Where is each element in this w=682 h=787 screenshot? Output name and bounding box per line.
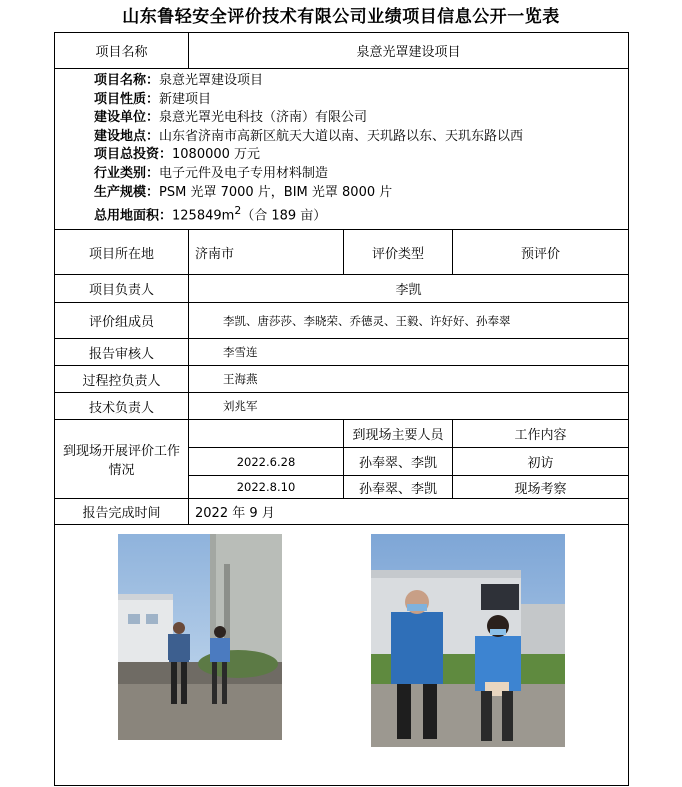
members-value: 李凯、唐莎莎、李晓荣、乔德灵、王毅、许好好、孙奉翠 <box>189 303 629 339</box>
completion-value: 2022 年 9 月 <box>189 499 629 525</box>
detail-line <box>94 184 628 203</box>
detail-key: 总用地面积： <box>94 208 173 224</box>
detail-key: 项目名称： <box>94 73 160 88</box>
location-value: 济南市 <box>189 230 344 275</box>
completion-label: 报告完成时间 <box>55 499 189 525</box>
members-label: 评价组成员 <box>55 303 189 339</box>
detail-value: 山东省济南市高新区航天大道以南、天玑路以东、天玑东路以西 <box>159 128 524 144</box>
detail-tail: （合 189 亩） <box>241 208 327 224</box>
site-header-blank <box>189 420 344 448</box>
detail-line <box>94 109 628 128</box>
leader-value: 李凯 <box>189 275 629 303</box>
page-title: 山东鲁轻安全评价技术有限公司业绩项目信息公开一览表 <box>122 7 560 27</box>
detail-line <box>94 72 628 91</box>
detail-key: 建设地点： <box>94 128 160 144</box>
site-row-content: 现场考察 <box>453 476 629 499</box>
site-work-label: 到现场开展评价工作情况 <box>55 420 189 499</box>
site-row-date: 2022.6.28 <box>189 448 344 476</box>
photo-cell <box>55 525 629 786</box>
tech-label: 技术负责人 <box>55 393 189 420</box>
detail-key: 建设单位： <box>94 110 160 126</box>
detail-superscript: 2 <box>234 204 242 218</box>
leader-label: 项目负责人 <box>55 275 189 303</box>
eval-type-value: 预评价 <box>453 230 629 275</box>
tech-value: 刘兆军 <box>189 393 629 420</box>
detail-line <box>94 165 628 184</box>
detail-value: 泉意光罩光电科技（济南）有限公司 <box>159 110 368 126</box>
project-details <box>55 69 629 230</box>
site-photo-first-visit <box>118 534 282 740</box>
project-name-label: 项目名称 <box>55 33 189 69</box>
detail-line <box>94 146 628 165</box>
detail-value: 泉意光罩建设项目 <box>159 73 264 88</box>
eval-type-label: 评价类型 <box>344 230 453 275</box>
site-row-content: 初访 <box>453 448 629 476</box>
detail-value: PSM 光罩 7000 片，BIM 光罩 8000 片 <box>159 184 393 200</box>
detail-line <box>94 128 628 147</box>
detail-key: 项目性质： <box>94 91 160 107</box>
project-info-table <box>54 32 629 786</box>
detail-value: 新建项目 <box>159 91 212 107</box>
project-name-value: 泉意光罩建设项目 <box>189 33 629 69</box>
detail-line <box>94 91 628 110</box>
site-header-content: 工作内容 <box>453 420 629 448</box>
site-header-people: 到现场主要人员 <box>344 420 453 448</box>
site-photo-site-inspection <box>371 534 565 747</box>
detail-key: 行业类别： <box>94 165 160 181</box>
detail-value: 电子元件及电子专用材料制造 <box>159 165 329 181</box>
reviewer-label: 报告审核人 <box>55 339 189 366</box>
site-row-people: 孙奉翠、李凯 <box>344 448 453 476</box>
detail-key: 项目总投资： <box>94 147 173 163</box>
detail-key: 生产规模： <box>94 184 160 200</box>
detail-value: 1080000 万元 <box>172 147 261 163</box>
process-control-label: 过程控负责人 <box>55 366 189 393</box>
location-label: 项目所在地 <box>55 230 189 275</box>
process-control-value: 王海燕 <box>189 366 629 393</box>
site-row-people: 孙奉翠、李凯 <box>344 476 453 499</box>
detail-value: 125849m <box>172 208 235 224</box>
site-row-date: 2022.8.10 <box>189 476 344 499</box>
detail-line <box>94 202 628 226</box>
reviewer-value: 李雪连 <box>189 339 629 366</box>
